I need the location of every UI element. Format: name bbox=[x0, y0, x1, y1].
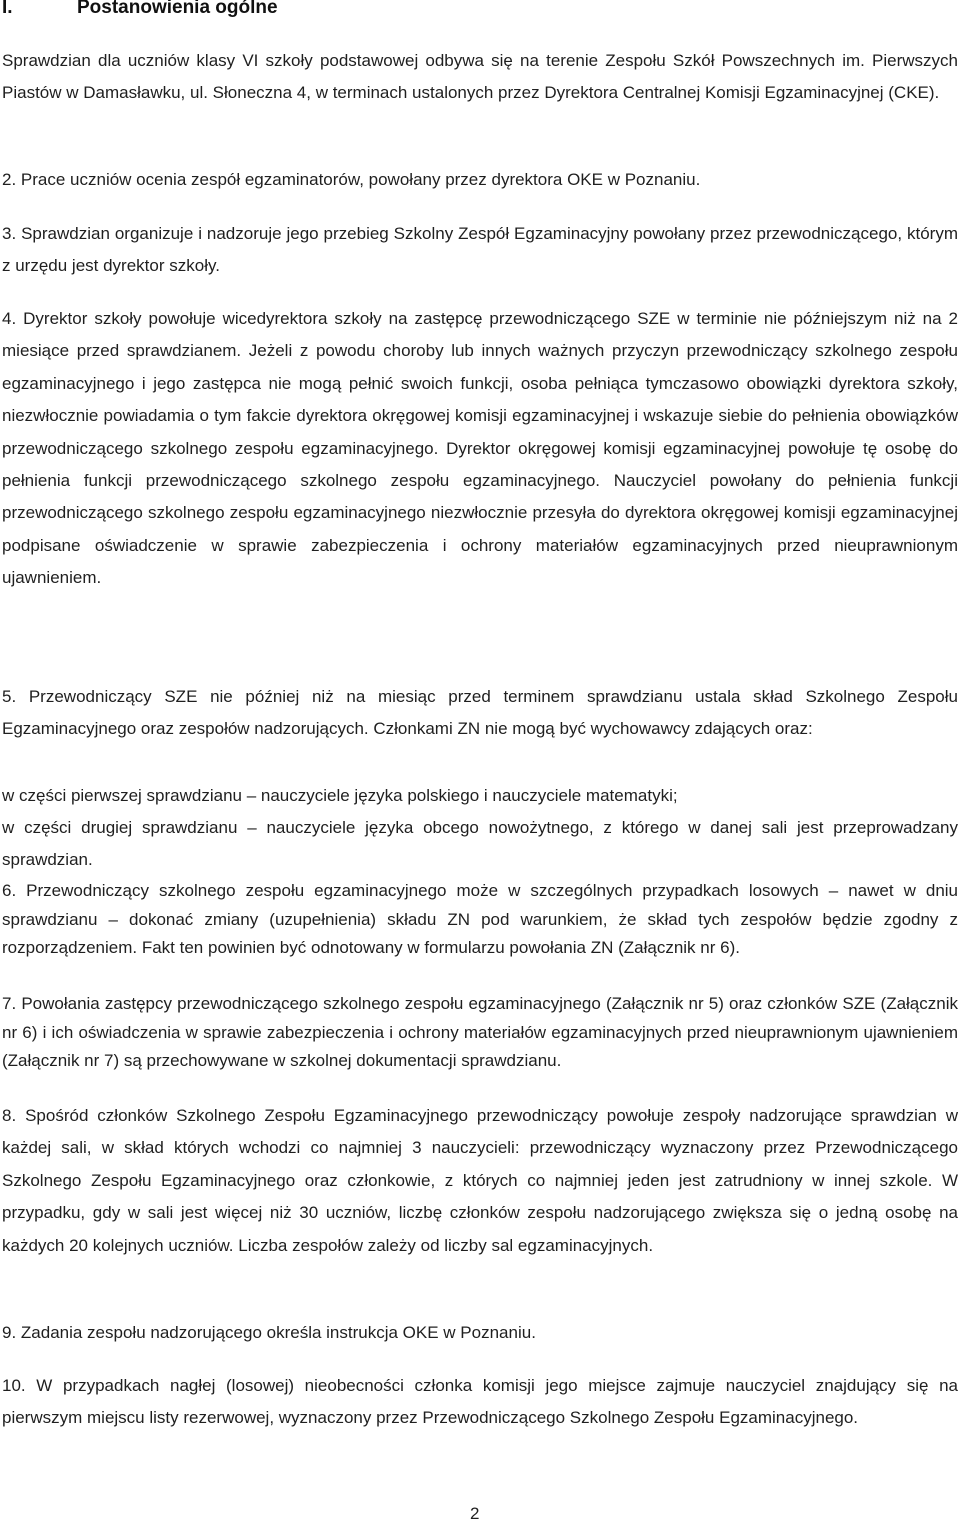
paragraph-3: 3. Sprawdzian organizuje i nadzoruje jego przebieg Szkolny Zespół Egzaminacyjny powołany przez przewodniczącego, którym z urzędu jest dyrektor szkoły. bbox=[2, 224, 958, 276]
paragraph-5-item-2: w części drugiej sprawdzianu – nauczyciele języka obcego nowożytnego, z którego w danej sali jest przeprowadzany sprawdzian. bbox=[2, 818, 958, 870]
paragraph-4: 4. Dyrektor szkoły powołuje wicedyrektora szkoły na zastępcę przewodniczącego SZE w terminie nie późniejszym niż na 2 miesiące przed sprawdzianem. Jeżeli z powodu choroby lub innych ważnych przyczyn przewodniczący szkolnego zespołu egzaminacyjnego i jego zastępca nie mogą pełnić swoich funkcji, osoba pełniąca tymczasowo obowiązki dyrektora szkoły, niezwłocznie powiadamia o tym fakcie dyrektora okręgowej komisji egzaminacyjnej i wskazuje siebie do pełnienia obowiązków przewodniczącego szkolnego zespołu egzaminacyjnego. Dyrektor okręgowej komisji egzaminacyjnej powołuje tę osobę do pełnienia funkcji przewodniczącego szkolnego zespołu egzaminacyjnego. Nauczyciel powołany do pełnienia funkcji przewodniczącego szkolnego zespołu egzaminacyjnego niezwłocznie przesyła do dyrektora okręgowej komisji egzaminacyjnej podpisane oświadczenie w sprawie zabezpieczenia i ochrony materiałów egzaminacyjnych przed nieuprawnionym ujawnieniem. bbox=[2, 309, 958, 588]
paragraph-5: 5. Przewodniczący SZE nie później niż na miesiąc przed terminem sprawdzianu ustala skład Szkolnego Zespołu Egzaminacyjnego oraz zespołów nadzorujących. Członkami ZN nie mogą być wychowawcy zdających oraz: bbox=[2, 687, 958, 739]
paragraph-6: 6. Przewodniczący szkolnego zespołu egzaminacyjnego może w szczególnych przypadkach losowych – nawet w dniu sprawdzianu – dokonać zmiany (uzupełnienia) składu ZN pod warunkiem, że skład tych zespołów będzie zgodny z rozporządzeniem. Fakt ten powinien być odnotowany w formularzu powołania ZN (Załącznik nr 6). bbox=[2, 881, 958, 957]
paragraph-7: 7. Powołania zastępcy przewodniczącego szkolnego zespołu egzaminacyjnego (Załącznik nr 5) oraz członków SZE (Załącznik nr 6) i ich oświadczenia w sprawie zabezpieczenia i ochrony materiałów egzaminacyjnych przed nieuprawnionym ujawnieniem (Załącznik nr 7) są przechowywane w szkolnej dokumentacji sprawdzianu. bbox=[2, 994, 958, 1070]
paragraph-2: 2. Prace uczniów ocenia zespół egzaminatorów, powołany przez dyrektora OKE w Poznaniu. bbox=[2, 170, 701, 189]
section-number: I. bbox=[2, 0, 13, 18]
paragraph-1: Sprawdzian dla uczniów klasy VI szkoły podstawowej odbywa się na terenie Zespołu Szkół Powszechnych im. Pierwszych Piastów w Damasławku, ul. Słoneczna 4, w terminach ustalonych przez Dyrektora Centralnej Komisji Egzaminacyjnej (CKE). bbox=[2, 51, 958, 103]
paragraph-9: 9. Zadania zespołu nadzorującego określa instrukcja OKE w Poznaniu. bbox=[2, 1323, 536, 1342]
page-number: 2 bbox=[470, 1504, 480, 1523]
paragraph-10: 10. W przypadkach nagłej (losowej) nieobecności członka komisji jego miejsce zajmuje nauczyciel znajdujący się na pierwszym miejscu listy rezerwowej, wyznaczony przez Przewodniczącego Szkolnego Zespołu Egzaminacyjnego. bbox=[2, 1376, 958, 1428]
paragraph-8: 8. Spośród członków Szkolnego Zespołu Egzaminacyjnego przewodniczący powołuje zespoły nadzorujące sprawdzian w każdej sali, w skład których wchodzi co najmniej 3 nauczycieli: przewodniczący wyznaczony przez Przewodniczącego Szkolnego Zespołu Egzaminacyjnego oraz członkowie, z których co najmniej jeden jest zatrudniony w innej szkole. W przypadku, gdy w sali jest więcej niż 30 uczniów, liczbę członków zespołu nadzorującego zwiększa się o jedną osobę na każdych 20 kolejnych uczniów. Liczba zespołów zależy od liczby sal egzaminacyjnych. bbox=[2, 1106, 958, 1255]
section-heading bbox=[0, 0, 278, 22]
paragraph-5-item-1: w części pierwszej sprawdzianu – nauczyciele języka polskiego i nauczyciele matematyki; bbox=[2, 786, 678, 805]
section-title: Postanowienia ogólne bbox=[77, 0, 278, 18]
